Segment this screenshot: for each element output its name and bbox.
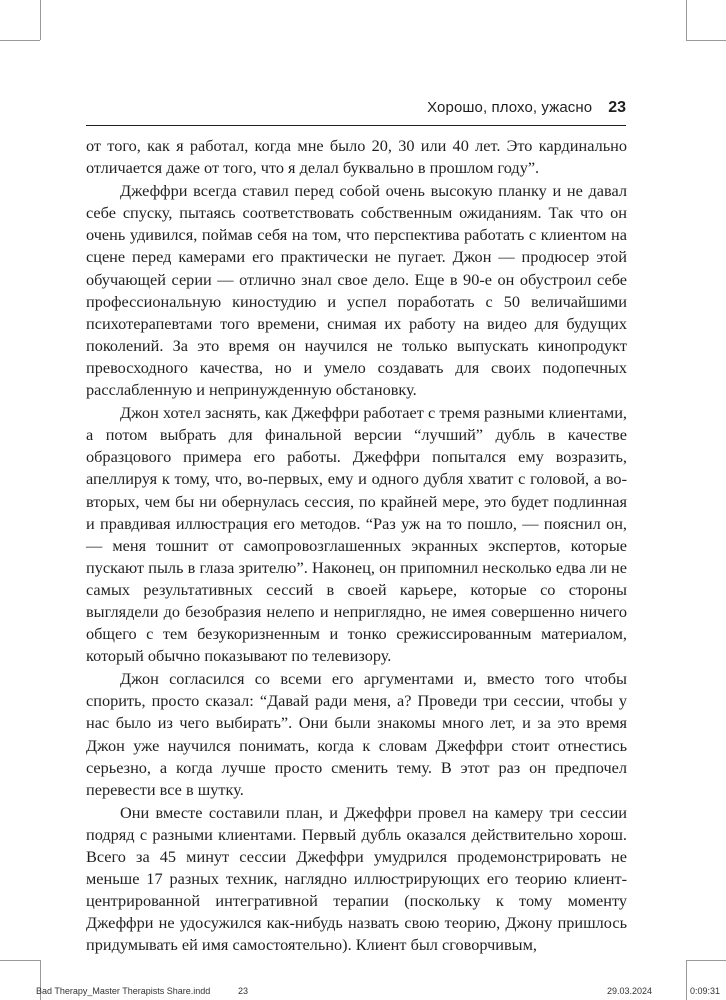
- print-slug: [36, 986, 720, 998]
- crop-mark: [0, 40, 40, 41]
- crop-mark: [686, 40, 726, 41]
- slug-filename: Bad Therapy_Master Therapists Share.indd: [36, 986, 211, 996]
- running-title: Хорошо, плохо, ужасно: [427, 99, 593, 116]
- crop-mark: [686, 0, 687, 40]
- crop-mark: [40, 0, 41, 40]
- crop-mark: [686, 960, 726, 961]
- crop-mark: [0, 960, 40, 961]
- body-text: [86, 135, 627, 956]
- paragraph: Они вместе составили план, и Джеффри провел на камеру три сессии подряд с разными клиентами. Первый дубль оказался действительно хорош. Всего за 45 минут сессии Джеффри умудрился продемонстрировать не меньше 17 разных техник, наглядно иллюстрирующих его теорию клиент-центрированной интегративной терапии (поскольку к тому моменту Джеффри не удосужился как-нибудь назвать свою теорию, Джону пришлось придумывать ей имя самостоятельно). Клиент был сговорчивым,: [86, 802, 627, 955]
- paragraph: Джеффри всегда ставил перед собой очень высокую планку и не давал себе спуску, пытаясь соответствовать собственным ожиданиям. Так что он очень удивился, поймав себя на том, что перспектива работать с клиентом на сцене перед камерами его практически не пугает. Джон — продюсер этой обучающей серии — отлично знал свое дело. Еще в 90-е он обустроил себе профессиональную киностудию и успел поработать с 50 величайшими психотерапевтами того времени, снимая их работу на видео для будущих поколений. За это время он научился не только выпускать кинопродукт превосходного качества, но и умело создавать для своих подопечных расслабленную и непринужденную обстановку.: [86, 181, 627, 400]
- paragraph: Джон хотел заснять, как Джеффри работает с тремя разными клиентами, а потом выбрать для финальной версии “лучший” дубль в качестве образцового примера его работы. Джеффри попытался ему возразить, апеллируя к тому, что, во-первых, ему и одного дубля хватит с головой, а во-вторых, чем бы ни обернулась сессия, по крайней мере, это будет подлинная и правдивая иллюстрация его методов. “Раз уж на то пошло, — пояснил он, — меня тошнит от самопровозглашенных экранных экспертов, которые пускают пыль в глаза зрителю”. Наконец, он припомнил несколько едва ли не самых результативных сессий в своей карьере, которые со стороны выглядели до безобразия нелепо и неприглядно, не имея совершенно ничего общего с тем безукоризненным и тонко срежиссированным материалом, который обычно показывают по телевизору.: [86, 403, 627, 666]
- slug-page: 23: [238, 986, 249, 996]
- running-header: [86, 99, 626, 126]
- slug-date: 29.03.2024: [606, 986, 652, 996]
- slug-time: 0:09:31: [689, 986, 720, 996]
- page-number: 23: [608, 99, 626, 116]
- paragraph: от того, как я работал, когда мне было 20, 30 или 40 лет. Это кардинально отличается даже от того, что я делал буквально в прошлом году”.: [86, 136, 627, 178]
- paragraph: Джон согласился со всеми его аргументами и, вместо того чтобы спорить, просто сказал: “Давай ради меня, а? Проведи три сессии, чтобы у нас было из чего выбирать”. Они были знакомы много лет, и за это время Джон уже научился понимать, когда к словам Джеффри стоит отнестись серьезно, а когда лучше просто сменить тему. В этот раз он предпочел перевести все в шутку.: [86, 669, 627, 799]
